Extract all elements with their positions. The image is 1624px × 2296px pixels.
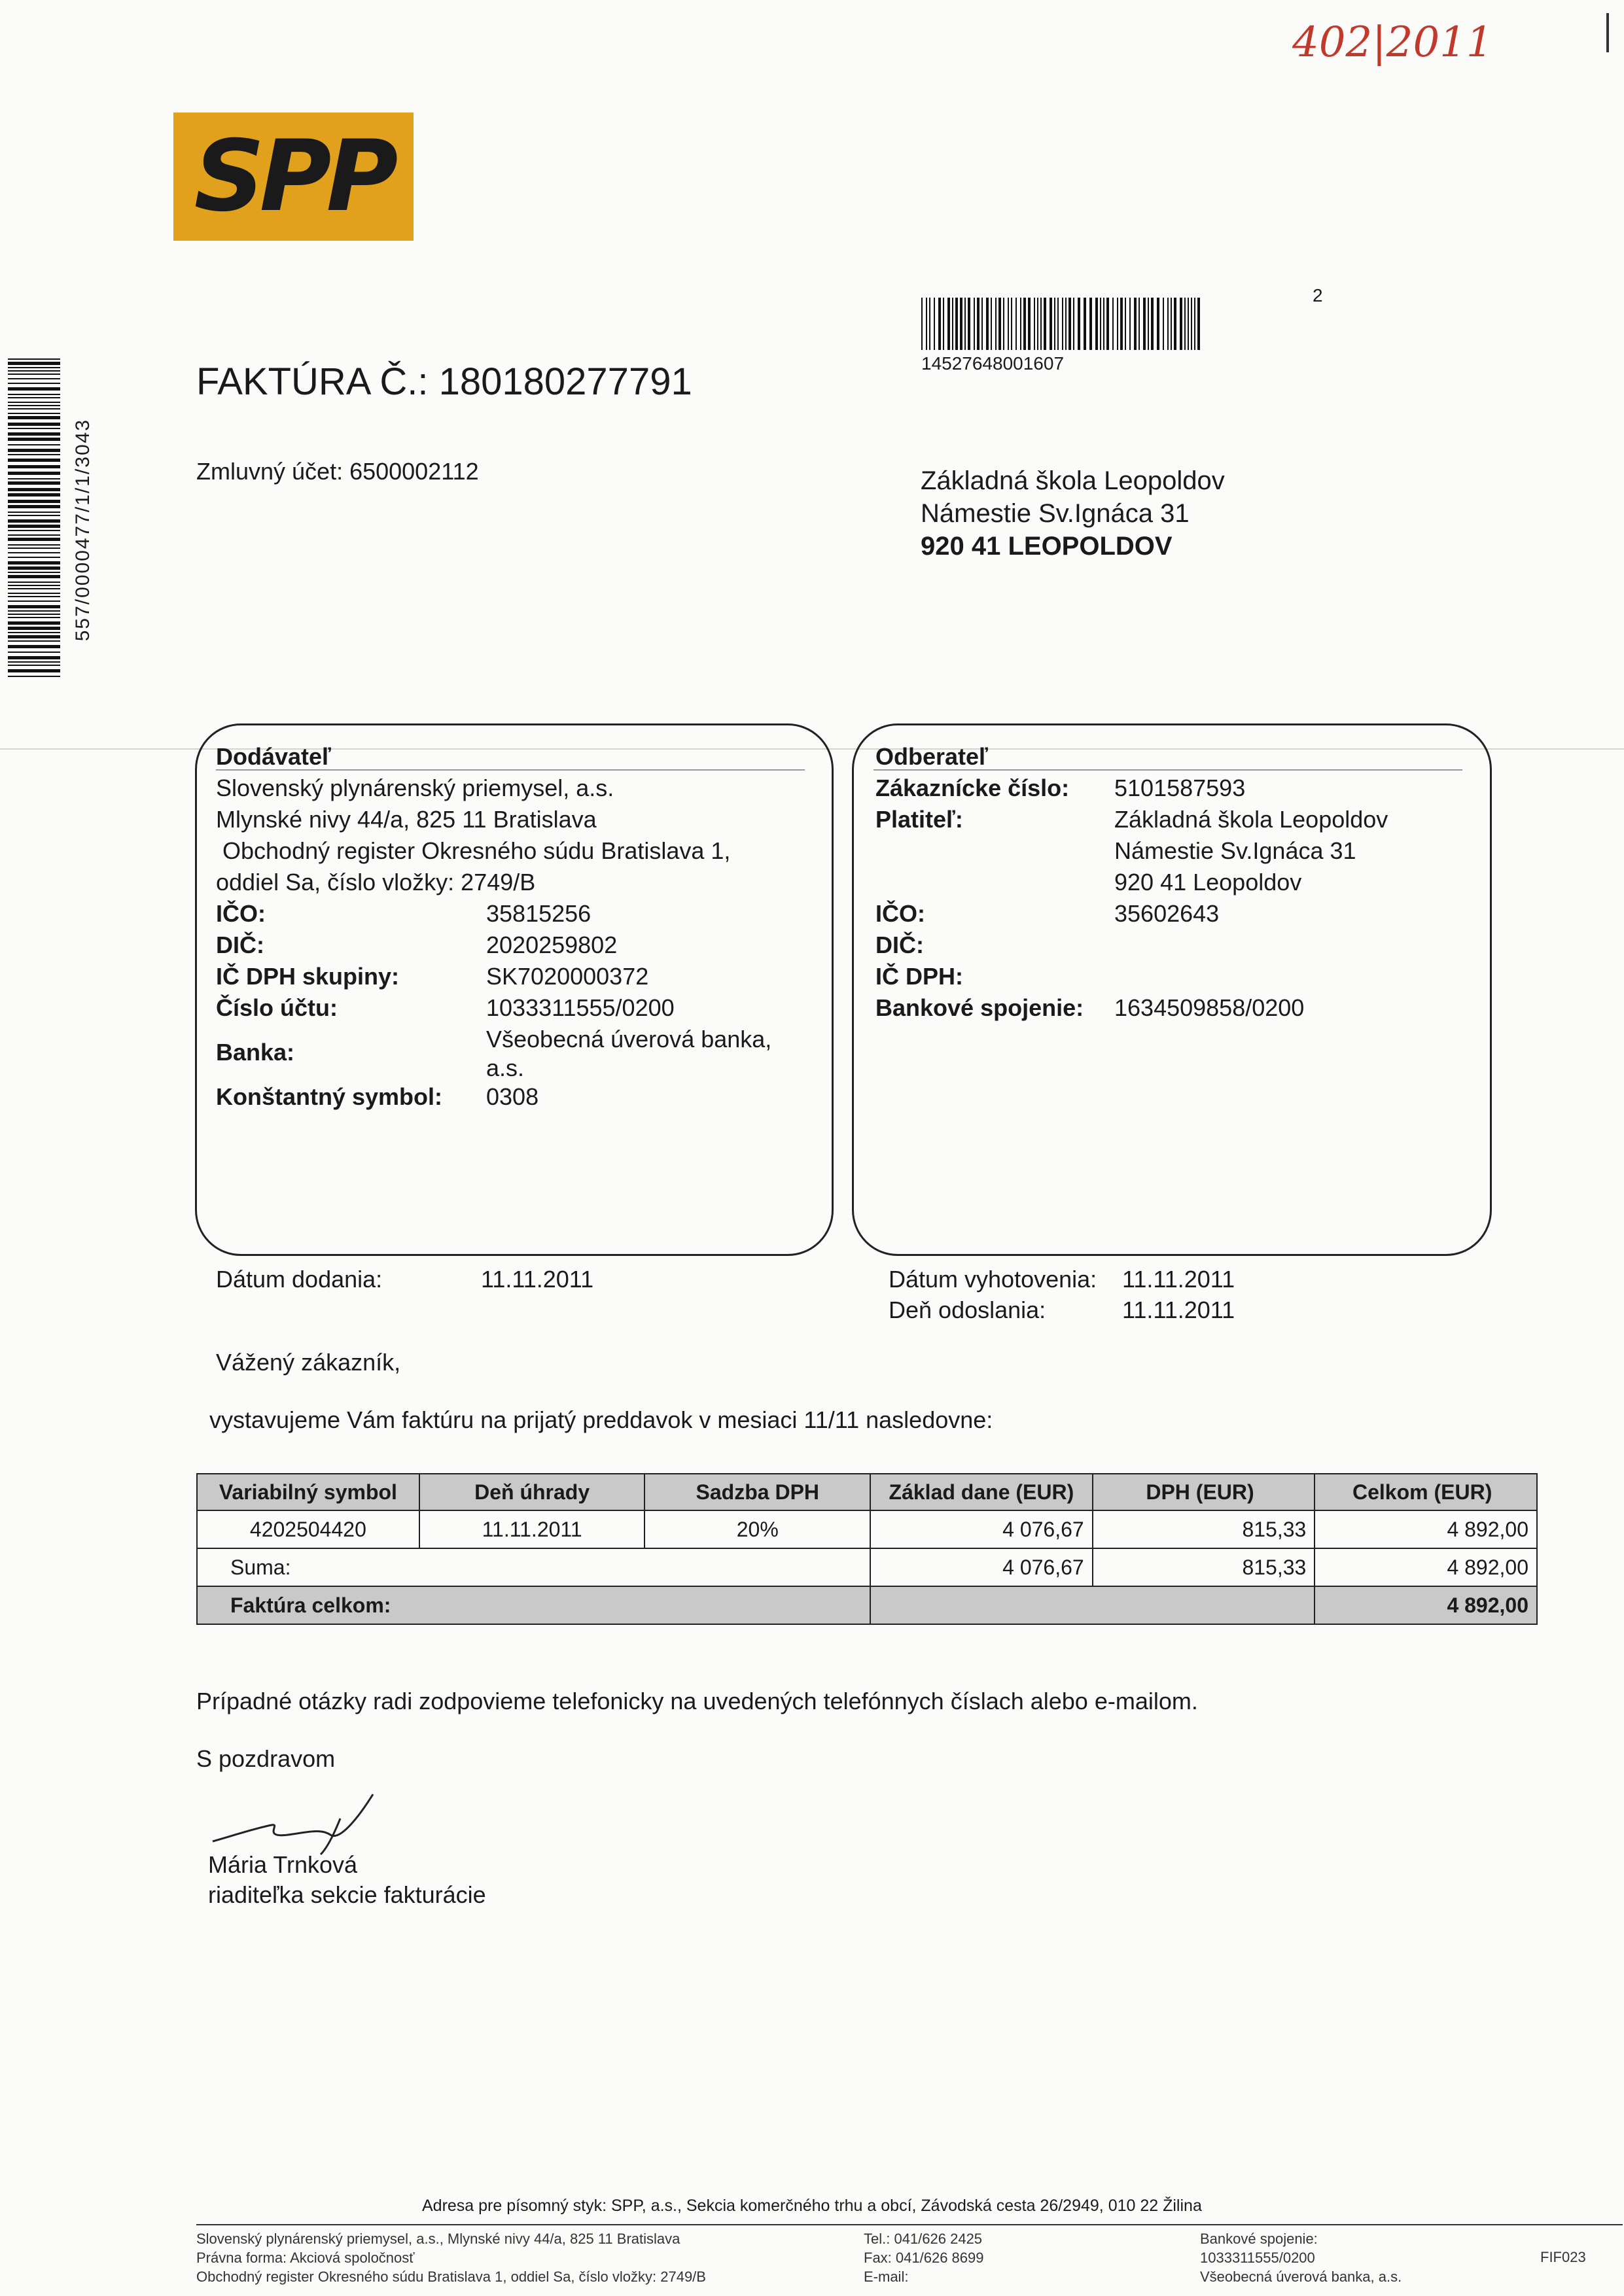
barcode-bar bbox=[8, 362, 60, 365]
barcode-bar bbox=[8, 423, 60, 426]
barcode-bar bbox=[8, 557, 60, 558]
footer-bank-name: Všeobecná úverová banka, a.s. bbox=[1200, 2269, 1402, 2285]
cell-variable-symbol: 4202504420 bbox=[197, 1510, 419, 1548]
intro-text: vystavujeme Vám faktúru na prijatý preddavok v mesiaci 11/11 nasledovne: bbox=[209, 1406, 993, 1433]
barcode-side bbox=[8, 358, 60, 679]
footer-mail-address: Adresa pre písomný styk: SPP, a.s., Sekcia komerčného trhu a obcí, Závodská cesta 26/2949, 010 22 Žilina bbox=[422, 2197, 1202, 2215]
barcode-bar bbox=[1184, 298, 1186, 350]
spp-logo bbox=[173, 113, 414, 241]
logo-text: SPP bbox=[194, 120, 393, 234]
barcode-bar bbox=[947, 298, 950, 350]
barcode-bar bbox=[1112, 298, 1114, 350]
barcode-bar bbox=[8, 449, 60, 452]
barcode-top bbox=[921, 298, 1204, 350]
barcode-bar bbox=[8, 582, 60, 583]
sum-vat: 815,33 bbox=[1093, 1548, 1315, 1586]
barcode-bar bbox=[8, 358, 60, 360]
barcode-bar bbox=[981, 298, 983, 350]
barcode-bar bbox=[8, 478, 60, 479]
barcode-bar bbox=[929, 298, 930, 350]
barcode-bar bbox=[8, 614, 60, 615]
sum-tax-base: 4 076,67 bbox=[870, 1548, 1093, 1586]
barcode-bar bbox=[8, 397, 60, 398]
footer-tel: Tel.: 041/626 2425 bbox=[864, 2231, 983, 2247]
barcode-bar bbox=[1040, 298, 1042, 350]
barcode-bar bbox=[1148, 298, 1149, 350]
barcode-bar bbox=[8, 525, 60, 528]
customer-ico-label: IČO: bbox=[875, 900, 925, 927]
supplier-address: Mlynské nivy 44/a, 825 11 Bratislava bbox=[216, 806, 597, 833]
barcode-bar bbox=[8, 572, 60, 573]
barcode-bar bbox=[1106, 298, 1109, 350]
supplier-ks-label: Konštantný symbol: bbox=[216, 1083, 443, 1110]
barcode-bar bbox=[8, 635, 60, 638]
sum-label: Suma: bbox=[197, 1548, 870, 1586]
cell-payment-day: 11.11.2011 bbox=[419, 1510, 645, 1548]
barcode-bar bbox=[1057, 298, 1059, 350]
barcode-bar bbox=[1180, 298, 1182, 350]
barcode-bar bbox=[8, 383, 60, 384]
col-header-variable-symbol: Variabilný symbol bbox=[197, 1474, 419, 1510]
barcode-bar bbox=[1188, 298, 1189, 350]
regards-text: S pozdravom bbox=[196, 1745, 336, 1772]
supplier-register2: oddiel Sa, číslo vložky: 2749/B bbox=[216, 869, 536, 896]
footer-bank-account: 1033311555/0200 bbox=[1200, 2250, 1315, 2266]
barcode-bar bbox=[8, 530, 60, 531]
barcode-bar bbox=[8, 493, 60, 496]
barcode-bar bbox=[955, 298, 958, 350]
delivery-date-label: Dátum dodania: bbox=[216, 1266, 383, 1293]
barcode-bar bbox=[8, 585, 60, 586]
barcode-bar bbox=[8, 593, 60, 594]
barcode-bar bbox=[1095, 298, 1098, 350]
barcode-bar bbox=[1023, 298, 1026, 350]
barcode-bar bbox=[968, 298, 970, 350]
cell-total: 4 892,00 bbox=[1315, 1510, 1537, 1548]
barcode-bar bbox=[1134, 298, 1137, 350]
barcode-bar bbox=[1008, 298, 1009, 350]
barcode-bar bbox=[8, 596, 60, 597]
barcode-bar bbox=[1015, 298, 1017, 350]
cell-vat: 815,33 bbox=[1093, 1510, 1315, 1548]
barcode-bar bbox=[8, 408, 60, 409]
barcode-bar bbox=[926, 298, 927, 350]
barcode-bar bbox=[974, 298, 975, 350]
customer-icdph-label: IČ DPH: bbox=[875, 963, 963, 990]
invoice-total: 4 892,00 bbox=[1315, 1586, 1537, 1624]
sum-row bbox=[197, 1548, 1537, 1586]
barcode-bar bbox=[8, 627, 60, 630]
barcode-bar bbox=[921, 298, 923, 350]
barcode-bar bbox=[8, 575, 60, 578]
barcode-bar bbox=[8, 444, 60, 445]
barcode-bar bbox=[8, 432, 60, 436]
supplier-bank2: a.s. bbox=[486, 1054, 525, 1081]
barcode-bar bbox=[8, 676, 60, 677]
footer-col1 bbox=[196, 2229, 706, 2286]
barcode-bar bbox=[1068, 298, 1071, 350]
barcode-bar bbox=[8, 387, 60, 391]
barcode-bar bbox=[8, 459, 60, 462]
recipient-line2: Námestie Sv.Ignáca 31 bbox=[921, 499, 1190, 528]
footer-fax: Fax: 041/626 8699 bbox=[864, 2250, 984, 2266]
supplier-account-label: Číslo účtu: bbox=[216, 994, 338, 1021]
col-header-total: Celkom (EUR) bbox=[1315, 1474, 1537, 1510]
barcode-bar bbox=[8, 621, 60, 625]
barcode-bar bbox=[1151, 298, 1154, 350]
barcode-bar bbox=[995, 298, 997, 350]
barcode-bar bbox=[8, 374, 60, 375]
supplier-icdph-label: IČ DPH skupiny: bbox=[216, 963, 400, 990]
barcode-bar bbox=[8, 465, 60, 468]
barcode-bar bbox=[938, 298, 941, 350]
recipient-line1: Základná škola Leopoldov bbox=[921, 466, 1225, 495]
customer-payer1: Základná škola Leopoldov bbox=[1114, 806, 1388, 833]
barcode-bar bbox=[8, 617, 60, 618]
barcode-bar bbox=[8, 519, 60, 523]
barcode-bar bbox=[1163, 298, 1164, 350]
customer-payer-label: Platiteľ: bbox=[875, 806, 963, 833]
table-header-row bbox=[197, 1474, 1537, 1510]
invoice-table bbox=[196, 1473, 1538, 1625]
barcode-bar bbox=[1089, 298, 1092, 350]
supplier-ico-label: IČO: bbox=[216, 900, 266, 927]
barcode-bar bbox=[8, 534, 60, 536]
col-header-tax-base: Základ dane (EUR) bbox=[870, 1474, 1093, 1510]
barcode-bar bbox=[1103, 298, 1104, 350]
handwritten-note: 402|2011 bbox=[1292, 18, 1493, 67]
barcode-bar bbox=[986, 298, 989, 350]
greeting: Vážený zákazník, bbox=[216, 1349, 401, 1376]
barcode-bar bbox=[1139, 298, 1140, 350]
customer-bank: 1634509858/0200 bbox=[1114, 994, 1305, 1021]
barcode-bar bbox=[1194, 298, 1195, 350]
barcode-bar bbox=[8, 544, 60, 546]
barcode-bar bbox=[8, 438, 60, 441]
footer-company: Slovenský plynárenský priemysel, a.s., Mlynské nivy 44/a, 825 11 Bratislava bbox=[196, 2231, 680, 2247]
barcode-number: 14527648001607 bbox=[921, 353, 1065, 374]
barcode-bar bbox=[8, 454, 60, 455]
barcode-bar bbox=[8, 394, 60, 395]
barcode-bar bbox=[1037, 298, 1038, 350]
barcode-bar bbox=[964, 298, 966, 350]
signer-name: Mária Trnková bbox=[208, 1851, 358, 1878]
col-header-vat: DPH (EUR) bbox=[1093, 1474, 1315, 1510]
barcode-bar bbox=[8, 500, 60, 503]
delivery-date: 11.11.2011 bbox=[481, 1266, 594, 1293]
questions-text: Prípadné otázky radi zodpovieme telefonicky na uvedených telefónnych číslach alebo e-mailom. bbox=[196, 1688, 1198, 1714]
barcode-bar bbox=[8, 515, 60, 516]
barcode-bar bbox=[943, 298, 944, 350]
barcode-bar bbox=[1073, 298, 1074, 350]
barcode-bar bbox=[8, 656, 60, 659]
barcode-bar bbox=[8, 652, 60, 653]
signature bbox=[209, 1789, 380, 1861]
barcode-bar bbox=[952, 298, 953, 350]
barcode-bar bbox=[977, 298, 980, 350]
barcode-bar bbox=[8, 512, 60, 513]
barcode-bar bbox=[8, 370, 60, 372]
barcode-bar bbox=[1174, 298, 1176, 350]
sum-total: 4 892,00 bbox=[1315, 1548, 1537, 1586]
barcode-bar bbox=[1167, 298, 1169, 350]
barcode-bar bbox=[8, 488, 60, 491]
barcode-bar bbox=[8, 661, 60, 663]
barcode-bar bbox=[8, 561, 60, 565]
customer-dic-label: DIČ: bbox=[875, 931, 924, 958]
supplier-ks: 0308 bbox=[486, 1083, 539, 1110]
supplier-register1: Obchodný register Okresného súdu Bratislava 1, bbox=[222, 837, 731, 864]
barcode-bar bbox=[960, 298, 962, 350]
barcode-bar bbox=[1044, 298, 1046, 350]
col-header-payment-day: Deň úhrady bbox=[419, 1474, 645, 1510]
footer-col2 bbox=[864, 2229, 983, 2286]
barcode-bar bbox=[1020, 298, 1021, 350]
barcode-bar bbox=[8, 600, 60, 602]
barcode-bar bbox=[1197, 298, 1200, 350]
edge-mark bbox=[1606, 13, 1609, 52]
barcode-bar bbox=[8, 552, 60, 553]
barcode-bar bbox=[1125, 298, 1126, 350]
sent-date-label: Deň odoslania: bbox=[889, 1296, 1046, 1323]
footer-legal-form: Právna forma: Akciová spoločnosť bbox=[196, 2250, 415, 2266]
barcode-bar bbox=[1062, 298, 1063, 350]
footer-register: Obchodný register Okresného súdu Bratislava 1, oddiel Sa, číslo vložky: 2749/B bbox=[196, 2269, 706, 2285]
side-code: 557/0000477/1/1/3043 bbox=[72, 419, 94, 642]
barcode-bar bbox=[1100, 298, 1101, 350]
recipient-address bbox=[921, 464, 1225, 563]
supplier-bank-label: Banka: bbox=[216, 1039, 295, 1066]
barcode-bar bbox=[8, 505, 60, 508]
supplier-bank1: Všeobecná úverová banka, bbox=[486, 1026, 772, 1052]
barcode-bar bbox=[8, 640, 60, 642]
footer-rule bbox=[196, 2224, 1623, 2225]
customer-content bbox=[875, 741, 1464, 1024]
form-code: FIF023 bbox=[1540, 2249, 1586, 2265]
barcode-bar bbox=[1011, 298, 1012, 350]
recipient-line3: 920 41 LEOPOLDOV bbox=[921, 532, 1173, 561]
barcode-bar bbox=[1171, 298, 1172, 350]
customer-number-label: Zákaznícke číslo: bbox=[875, 774, 1070, 801]
barcode-bar bbox=[8, 413, 60, 414]
issue-date: 11.11.2011 bbox=[1122, 1266, 1235, 1293]
table-row bbox=[197, 1510, 1537, 1548]
invoice-title: FAKTÚRA Č.: 180180277791 bbox=[196, 360, 692, 403]
cell-vat-rate: 20% bbox=[644, 1510, 870, 1548]
supplier-name: Slovenský plynárenský priemysel, a.s. bbox=[216, 774, 614, 801]
barcode-bar bbox=[1191, 298, 1192, 350]
supplier-heading: Dodávateľ bbox=[216, 743, 331, 770]
supplier-account: 1033311555/0200 bbox=[486, 994, 675, 1021]
barcode-bar bbox=[8, 405, 60, 406]
barcode-bar bbox=[1143, 298, 1146, 350]
barcode-bar bbox=[8, 566, 60, 570]
barcode-bar bbox=[8, 665, 60, 666]
col-header-vat-rate: Sadzba DPH bbox=[644, 1474, 870, 1510]
footer-bank-label: Bankové spojenie: bbox=[1200, 2231, 1318, 2247]
barcode-bar bbox=[8, 481, 60, 485]
barcode-bar bbox=[1034, 298, 1035, 350]
barcode-bar bbox=[998, 298, 1001, 350]
barcode-bar bbox=[1028, 298, 1031, 350]
barcode-bar bbox=[8, 610, 60, 612]
barcode-bar bbox=[8, 588, 60, 589]
barcode-bar bbox=[1050, 298, 1052, 350]
supplier-dic: 2020259802 bbox=[486, 931, 618, 958]
barcode-bar bbox=[8, 632, 60, 633]
barcode-bar bbox=[1078, 298, 1080, 350]
barcode-bar bbox=[8, 367, 60, 368]
sent-date: 11.11.2011 bbox=[1122, 1296, 1235, 1323]
barcode-bar bbox=[8, 669, 60, 672]
supplier-content bbox=[216, 741, 805, 1113]
barcode-bar bbox=[8, 605, 60, 608]
barcode-bar bbox=[1157, 298, 1159, 350]
barcode-bar bbox=[8, 428, 60, 429]
barcode-bar bbox=[8, 548, 60, 549]
barcode-bar bbox=[934, 298, 935, 350]
footer-email: E-mail: bbox=[864, 2269, 909, 2285]
issue-date-label: Dátum vyhotovenia: bbox=[889, 1266, 1097, 1293]
barcode-bar bbox=[8, 416, 60, 419]
barcode-bar bbox=[991, 298, 992, 350]
barcode-bar bbox=[8, 538, 60, 541]
customer-payer2: Námestie Sv.Ignáca 31 bbox=[1114, 837, 1356, 864]
page-number: 2 bbox=[1313, 285, 1323, 305]
barcode-bar bbox=[1117, 298, 1118, 350]
barcode-bar bbox=[1003, 298, 1004, 350]
footer-col3 bbox=[1200, 2229, 1402, 2286]
barcode-bar bbox=[8, 472, 60, 475]
customer-bank-label: Bankové spojenie: bbox=[875, 994, 1084, 1021]
barcode-bar bbox=[1065, 298, 1067, 350]
barcode-bar bbox=[1054, 298, 1055, 350]
supplier-ico: 35815256 bbox=[486, 900, 591, 927]
total-row bbox=[197, 1586, 1537, 1624]
total-label: Faktúra celkom: bbox=[197, 1586, 870, 1624]
customer-payer3: 920 41 Leopoldov bbox=[1114, 869, 1302, 896]
cell-tax-base: 4 076,67 bbox=[870, 1510, 1093, 1548]
barcode-bar bbox=[1120, 298, 1123, 350]
supplier-icdph: SK7020000372 bbox=[486, 963, 649, 990]
contract-account: Zmluvný účet: 6500002112 bbox=[196, 458, 479, 485]
customer-ico: 35602643 bbox=[1114, 900, 1220, 927]
barcode-bar bbox=[8, 645, 60, 648]
barcode-bar bbox=[1129, 298, 1131, 350]
customer-number: 5101587593 bbox=[1114, 774, 1246, 801]
barcode-bar bbox=[8, 378, 60, 379]
barcode-bar bbox=[8, 402, 60, 403]
customer-heading: Odberateľ bbox=[875, 743, 988, 770]
signer-title: riaditeľka sekcie fakturácie bbox=[208, 1881, 486, 1908]
supplier-dic-label: DIČ: bbox=[216, 931, 264, 958]
barcode-bar bbox=[1084, 298, 1086, 350]
